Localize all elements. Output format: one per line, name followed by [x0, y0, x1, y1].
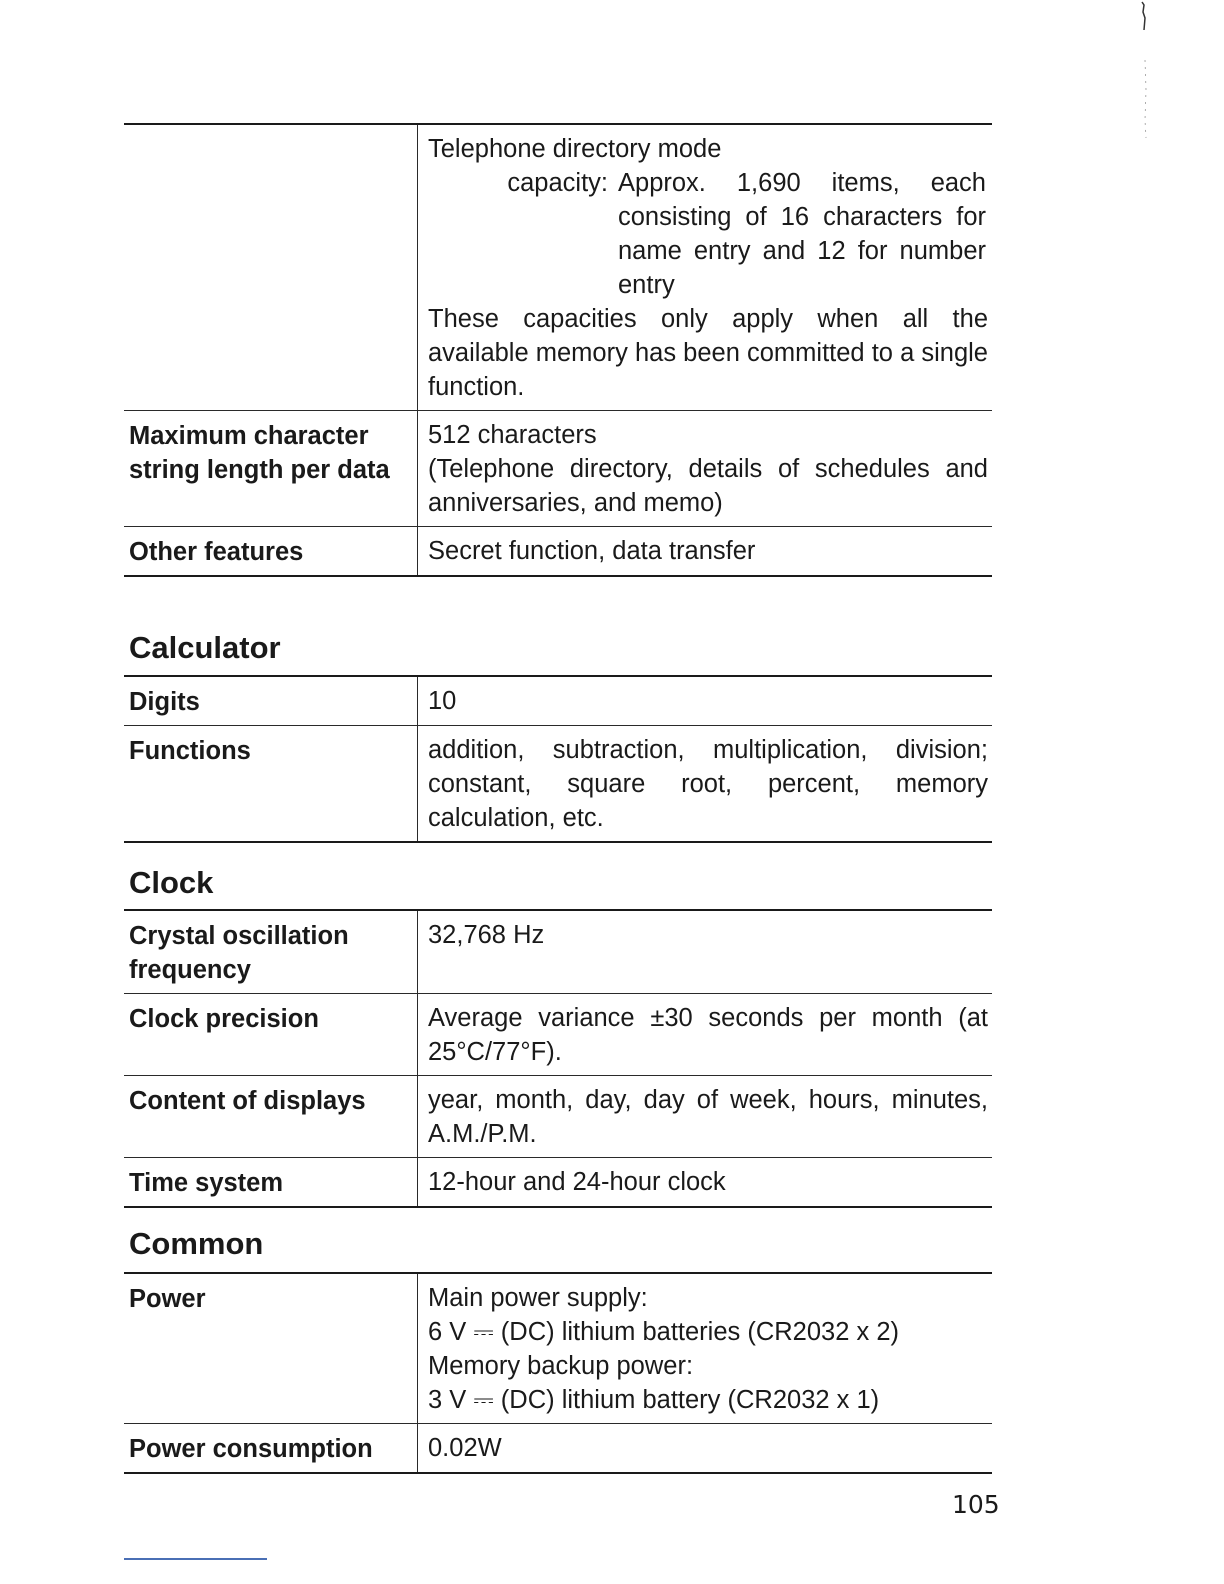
table-row — [124, 677, 992, 726]
row-label: Time system — [124, 1158, 418, 1206]
value-line: Main power supply: — [428, 1284, 648, 1312]
table-row — [124, 726, 992, 841]
row-value: Average variance ±30 seconds per month (at 25°C/77°F). — [428, 1004, 988, 1066]
capacity-block — [428, 166, 988, 302]
table-row — [124, 911, 992, 994]
section-heading-common: Common — [129, 1226, 264, 1261]
table-row — [124, 1076, 992, 1158]
row-value: 10 — [428, 687, 457, 715]
row-value: addition, subtraction, multiplication, division; constant, square root, percent, memory calculation, etc. — [428, 736, 988, 832]
scan-edge-mark — [1141, 0, 1149, 140]
table-row — [124, 994, 992, 1076]
row-label: Digits — [124, 677, 418, 725]
value-line: 6 V ⎓ (DC) lithium batteries (CR2032 x 2) — [428, 1318, 899, 1346]
row-label: Clock precision — [124, 994, 418, 1075]
section-heading-clock: Clock — [129, 865, 214, 900]
value-line: Memory backup power: — [428, 1352, 694, 1380]
table-row — [124, 527, 992, 575]
row-value: year, month, day, day of week, hours, minutes, A.M./P.M. — [428, 1086, 988, 1148]
clock-spec-table — [124, 909, 992, 1208]
row-label: Power — [124, 1274, 418, 1423]
row-label: Crystal oscillation frequency — [124, 911, 418, 993]
row-value — [418, 125, 992, 410]
page-number: 105 — [952, 1490, 1000, 1519]
row-label: Other features — [124, 527, 418, 575]
row-value: 32,768 Hz — [428, 921, 545, 949]
table-row — [124, 1424, 992, 1472]
table-row — [124, 411, 992, 527]
section-heading-calculator: Calculator — [129, 630, 281, 665]
common-spec-table — [124, 1272, 992, 1474]
calculator-spec-table — [124, 675, 992, 843]
row-label: Maximum character string length per data — [124, 411, 418, 526]
mode-line: Telephone directory mode — [428, 135, 722, 163]
capacity-text: Approx. 1,690 items, each consisting of 16 characters for name entry and 12 for number entry — [618, 169, 986, 299]
memory-spec-table — [124, 123, 992, 577]
value-line: (Telephone directory, details of schedules and anniversaries, and memo) — [428, 455, 988, 517]
row-label: Functions — [124, 726, 418, 841]
row-value — [418, 527, 992, 575]
table-row — [124, 125, 992, 411]
value-line: 3 V ⎓ (DC) lithium battery (CR2032 x 1) — [428, 1386, 880, 1414]
row-label: Power consumption — [124, 1424, 418, 1472]
row-value: 0.02W — [428, 1434, 502, 1462]
row-label: Content of displays — [124, 1076, 418, 1157]
capacity-note: These capacities only apply when all the available memory has been committed to a single function. — [428, 305, 988, 401]
row-value — [418, 411, 992, 526]
value-line: Secret function, data transfer — [428, 537, 756, 565]
bottom-rule — [124, 1558, 267, 1560]
value-line: 512 characters — [428, 421, 597, 449]
row-value: 12-hour and 24-hour clock — [428, 1168, 726, 1196]
row-label — [124, 125, 418, 410]
table-row — [124, 1158, 992, 1206]
table-row — [124, 1274, 992, 1424]
row-value — [418, 1274, 992, 1423]
capacity-label: capacity: — [507, 169, 608, 197]
